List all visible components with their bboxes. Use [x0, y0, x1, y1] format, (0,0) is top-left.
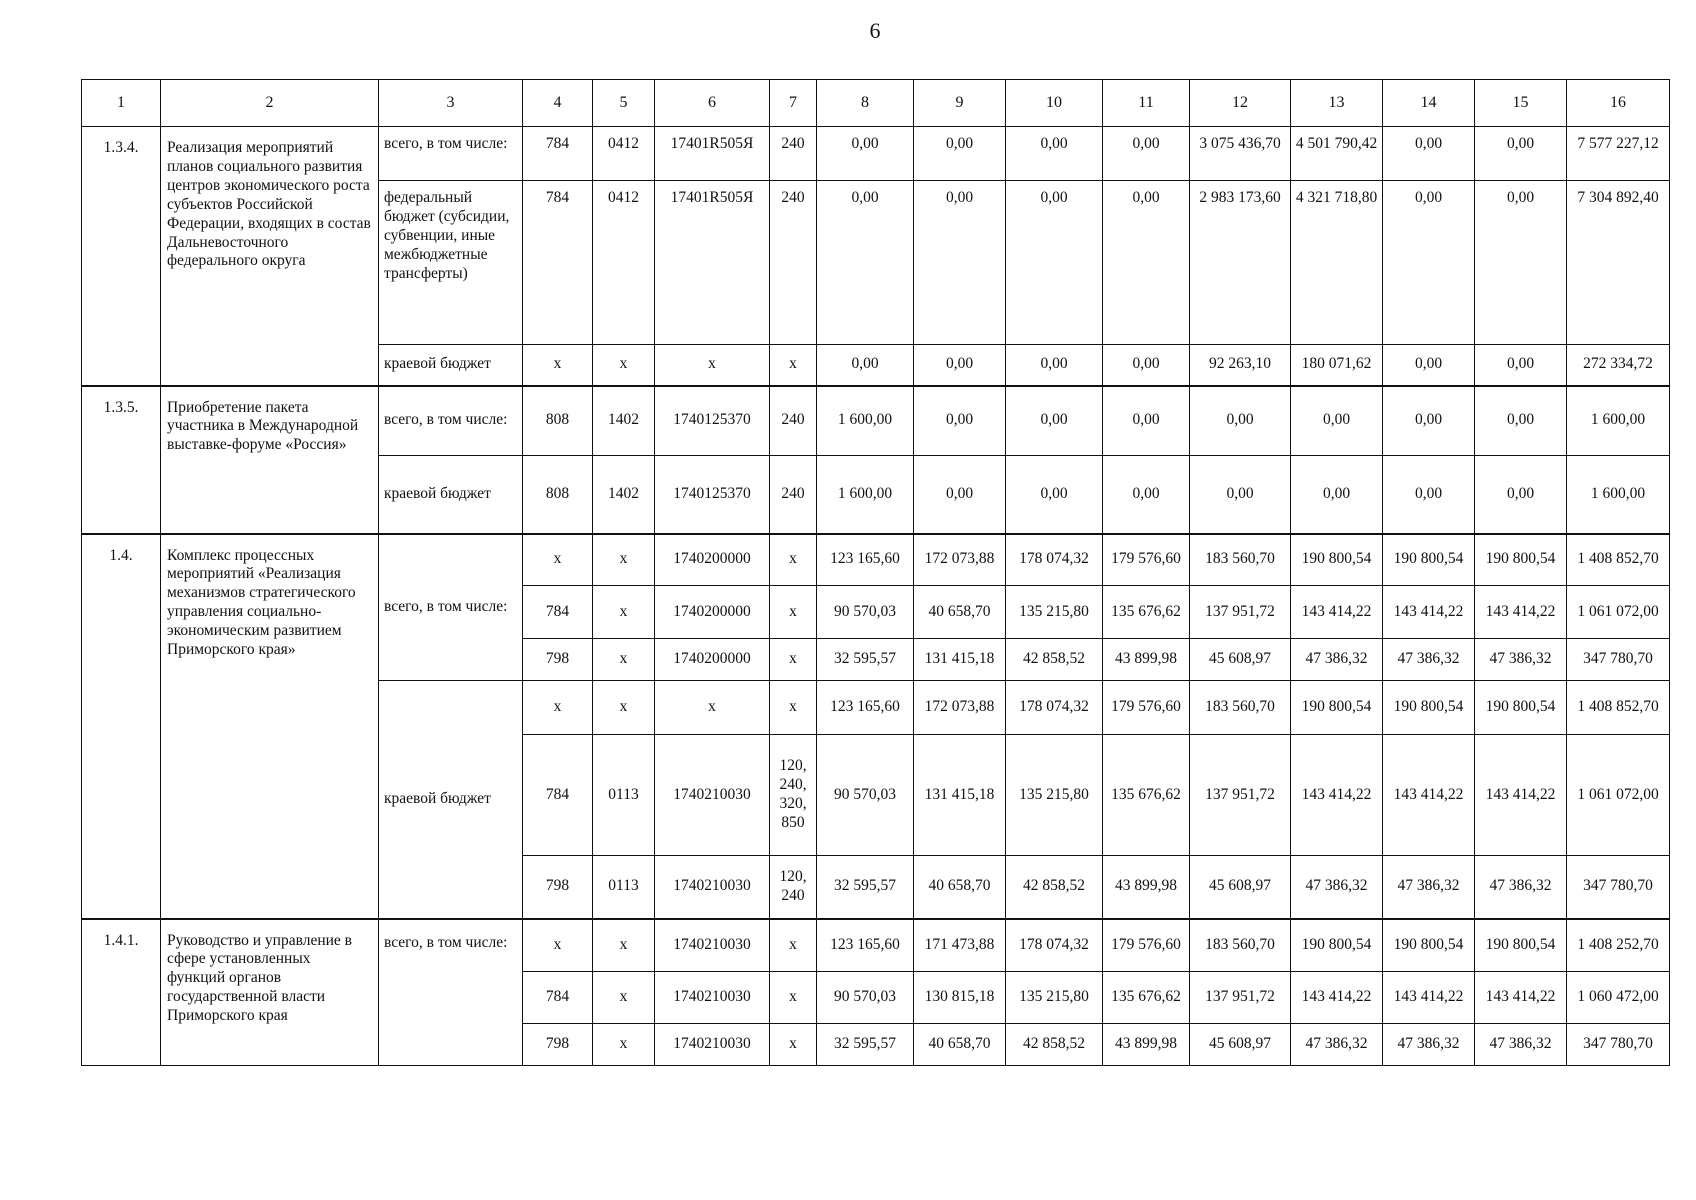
- table-cell: 0412: [593, 181, 655, 345]
- table-cell: 190 800,54: [1475, 681, 1567, 735]
- table-cell: 1 408 252,70: [1567, 919, 1670, 972]
- table-cell: 135 215,80: [1006, 972, 1103, 1024]
- table-cell: 0,00: [1291, 386, 1383, 456]
- table-cell: 0113: [593, 856, 655, 919]
- table-cell: 0,00: [1475, 456, 1567, 534]
- table-cell: 1740125370: [655, 386, 770, 456]
- table-cell: 178 074,32: [1006, 534, 1103, 586]
- table-cell: 143 414,22: [1475, 586, 1567, 639]
- table-cell: 1740210030: [655, 972, 770, 1024]
- table-cell: 240: [770, 386, 817, 456]
- column-header: 5: [593, 80, 655, 127]
- item-number: 1.3.4.: [82, 127, 161, 386]
- table-cell: 784: [523, 181, 593, 345]
- table-cell: 130 815,18: [914, 972, 1006, 1024]
- table-cell: 143 414,22: [1383, 972, 1475, 1024]
- item-number: 1.3.5.: [82, 386, 161, 534]
- table-cell: 137 951,72: [1190, 735, 1291, 856]
- column-header: 10: [1006, 80, 1103, 127]
- table-cell: 179 576,60: [1103, 681, 1190, 735]
- table-cell: 135 676,62: [1103, 972, 1190, 1024]
- table-cell: 4 321 718,80: [1291, 181, 1383, 345]
- table-cell: 347 780,70: [1567, 639, 1670, 681]
- table-cell: х: [593, 345, 655, 386]
- budget-table: [81, 79, 1670, 1066]
- table-cell: 0,00: [1006, 345, 1103, 386]
- column-header: 14: [1383, 80, 1475, 127]
- table-cell: 17401R505Я: [655, 127, 770, 181]
- table-cell: 178 074,32: [1006, 681, 1103, 735]
- table-cell: 0,00: [914, 345, 1006, 386]
- table-cell: 808: [523, 386, 593, 456]
- table-cell: 180 071,62: [1291, 345, 1383, 386]
- table-cell: 1740200000: [655, 534, 770, 586]
- table-cell: 1740210030: [655, 735, 770, 856]
- table-cell: 171 473,88: [914, 919, 1006, 972]
- funding-source: краевой бюджет: [379, 345, 523, 386]
- funding-source: всего, в том числе:: [379, 919, 523, 1066]
- item-number: 1.4.1.: [82, 919, 161, 1066]
- table-cell: 0,00: [1103, 181, 1190, 345]
- table-cell: 190 800,54: [1383, 534, 1475, 586]
- table-cell: 190 800,54: [1291, 534, 1383, 586]
- page-number: 6: [869, 18, 881, 43]
- table-cell: х: [655, 681, 770, 735]
- table-cell: 0,00: [1475, 345, 1567, 386]
- table-cell: х: [593, 534, 655, 586]
- column-header: 12: [1190, 80, 1291, 127]
- item-name: Приобретение пакета участника в Международной выставке-форуме «Россия»: [161, 386, 379, 534]
- table-cell: 143 414,22: [1291, 586, 1383, 639]
- table-cell: 0,00: [1103, 386, 1190, 456]
- column-header: 7: [770, 80, 817, 127]
- funding-source: краевой бюджет: [379, 681, 523, 919]
- table-cell: 784: [523, 127, 593, 181]
- table-cell: 1 061 072,00: [1567, 735, 1670, 856]
- column-header: 2: [161, 80, 379, 127]
- table-cell: 0113: [593, 735, 655, 856]
- table-cell: 190 800,54: [1383, 681, 1475, 735]
- table-cell: 137 951,72: [1190, 586, 1291, 639]
- table-cell: 1740125370: [655, 456, 770, 534]
- table-cell: 347 780,70: [1567, 856, 1670, 919]
- table-cell: 47 386,32: [1291, 1024, 1383, 1066]
- funding-source: всего, в том числе:: [379, 386, 523, 456]
- table-cell: х: [655, 345, 770, 386]
- table-cell: 183 560,70: [1190, 534, 1291, 586]
- table-cell: 47 386,32: [1475, 856, 1567, 919]
- column-header: 6: [655, 80, 770, 127]
- table-cell: 179 576,60: [1103, 919, 1190, 972]
- table-cell: 92 263,10: [1190, 345, 1291, 386]
- table-cell: х: [523, 919, 593, 972]
- table-cell: 17401R505Я: [655, 181, 770, 345]
- table-cell: 137 951,72: [1190, 972, 1291, 1024]
- table-cell: 0412: [593, 127, 655, 181]
- table-cell: 347 780,70: [1567, 1024, 1670, 1066]
- table-cell: 179 576,60: [1103, 534, 1190, 586]
- table-cell: 0,00: [817, 181, 914, 345]
- table-cell: 808: [523, 456, 593, 534]
- table-row: [82, 386, 1670, 456]
- table-row: [82, 919, 1670, 972]
- table-cell: 131 415,18: [914, 639, 1006, 681]
- table-cell: 240: [770, 181, 817, 345]
- table-cell: х: [593, 639, 655, 681]
- table-cell: 43 899,98: [1103, 1024, 1190, 1066]
- table-cell: 143 414,22: [1383, 586, 1475, 639]
- table-cell: 47 386,32: [1291, 639, 1383, 681]
- table-cell: 135 215,80: [1006, 586, 1103, 639]
- table-cell: 143 414,22: [1291, 972, 1383, 1024]
- table-cell: 0,00: [1103, 456, 1190, 534]
- table-cell: 0,00: [1383, 386, 1475, 456]
- table-cell: 45 608,97: [1190, 1024, 1291, 1066]
- table-cell: х: [593, 1024, 655, 1066]
- table-cell: 42 858,52: [1006, 1024, 1103, 1066]
- table-cell: 42 858,52: [1006, 856, 1103, 919]
- table-cell: 784: [523, 972, 593, 1024]
- table-cell: 7 577 227,12: [1567, 127, 1670, 181]
- table-cell: 183 560,70: [1190, 919, 1291, 972]
- table-cell: 784: [523, 586, 593, 639]
- table-cell: 183 560,70: [1190, 681, 1291, 735]
- table-cell: 1 600,00: [1567, 456, 1670, 534]
- table-cell: 0,00: [914, 386, 1006, 456]
- table-cell: 190 800,54: [1291, 681, 1383, 735]
- table-cell: 1740210030: [655, 1024, 770, 1066]
- table-cell: х: [770, 681, 817, 735]
- table-cell: х: [770, 639, 817, 681]
- column-header: 8: [817, 80, 914, 127]
- table-cell: 135 676,62: [1103, 735, 1190, 856]
- table-cell: 42 858,52: [1006, 639, 1103, 681]
- table-cell: 123 165,60: [817, 681, 914, 735]
- item-name: Руководство и управление в сфере установленных функций органов государственной власти Приморского края: [161, 919, 379, 1066]
- table-cell: 123 165,60: [817, 919, 914, 972]
- table-cell: 240: [770, 456, 817, 534]
- table-cell: х: [593, 972, 655, 1024]
- table-cell: 123 165,60: [817, 534, 914, 586]
- table-cell: 143 414,22: [1475, 735, 1567, 856]
- table-cell: 4 501 790,42: [1291, 127, 1383, 181]
- table-cell: 45 608,97: [1190, 856, 1291, 919]
- table-cell: 40 658,70: [914, 586, 1006, 639]
- table-cell: 43 899,98: [1103, 856, 1190, 919]
- table-cell: 784: [523, 735, 593, 856]
- table-cell: 3 075 436,70: [1190, 127, 1291, 181]
- table-cell: 90 570,03: [817, 586, 914, 639]
- table-cell: 1 061 072,00: [1567, 586, 1670, 639]
- column-header: 11: [1103, 80, 1190, 127]
- table-cell: 0,00: [1291, 456, 1383, 534]
- item-number: 1.4.: [82, 534, 161, 919]
- table-cell: 272 334,72: [1567, 345, 1670, 386]
- table-cell: 1402: [593, 456, 655, 534]
- table-cell: 90 570,03: [817, 972, 914, 1024]
- table-cell: 798: [523, 639, 593, 681]
- table-cell: 190 800,54: [1383, 919, 1475, 972]
- table-cell: 32 595,57: [817, 1024, 914, 1066]
- table-cell: 0,00: [914, 127, 1006, 181]
- table-cell: 135 676,62: [1103, 586, 1190, 639]
- table-cell: 0,00: [1383, 181, 1475, 345]
- table-cell: 0,00: [1383, 456, 1475, 534]
- table-cell: 43 899,98: [1103, 639, 1190, 681]
- table-cell: 190 800,54: [1475, 534, 1567, 586]
- table-cell: 47 386,32: [1475, 639, 1567, 681]
- table-cell: 1 060 472,00: [1567, 972, 1670, 1024]
- table-cell: 1 408 852,70: [1567, 534, 1670, 586]
- table-cell: х: [770, 534, 817, 586]
- funding-source: федеральный бюджет (субсидии, субвенции, иные межбюджетные трансферты): [379, 181, 523, 345]
- table-cell: 190 800,54: [1291, 919, 1383, 972]
- table-cell: 0,00: [1475, 127, 1567, 181]
- table-cell: 40 658,70: [914, 1024, 1006, 1066]
- column-header: 4: [523, 80, 593, 127]
- table-cell: 47 386,32: [1383, 639, 1475, 681]
- table-cell: 0,00: [1006, 127, 1103, 181]
- table-cell: 131 415,18: [914, 735, 1006, 856]
- table-cell: 0,00: [914, 456, 1006, 534]
- table-cell: х: [523, 345, 593, 386]
- table-cell: 1740200000: [655, 586, 770, 639]
- table-cell: 1 600,00: [817, 386, 914, 456]
- table-cell: 0,00: [1103, 345, 1190, 386]
- column-header: 16: [1567, 80, 1670, 127]
- table-row: [82, 534, 1670, 586]
- table-cell: 0,00: [914, 181, 1006, 345]
- table-cell: х: [593, 681, 655, 735]
- table-cell: 1740210030: [655, 856, 770, 919]
- table-cell: 0,00: [1475, 181, 1567, 345]
- table-cell: х: [523, 681, 593, 735]
- table-cell: 0,00: [1103, 127, 1190, 181]
- table-cell: х: [770, 586, 817, 639]
- table-cell: 47 386,32: [1291, 856, 1383, 919]
- table-cell: 143 414,22: [1475, 972, 1567, 1024]
- table-cell: 190 800,54: [1475, 919, 1567, 972]
- column-header: 3: [379, 80, 523, 127]
- table-cell: х: [523, 534, 593, 586]
- table-cell: 0,00: [817, 127, 914, 181]
- column-header: 15: [1475, 80, 1567, 127]
- table-cell: 32 595,57: [817, 856, 914, 919]
- table-cell: 135 215,80: [1006, 735, 1103, 856]
- table-cell: 32 595,57: [817, 639, 914, 681]
- table-cell: х: [770, 972, 817, 1024]
- table-cell: 0,00: [1006, 181, 1103, 345]
- table-cell: 178 074,32: [1006, 919, 1103, 972]
- table-cell: 47 386,32: [1383, 856, 1475, 919]
- table-cell: 120, 240, 320, 850: [770, 735, 817, 856]
- table-cell: х: [770, 345, 817, 386]
- table-cell: 0,00: [817, 345, 914, 386]
- table-cell: 1 600,00: [817, 456, 914, 534]
- table-cell: 90 570,03: [817, 735, 914, 856]
- table-cell: 0,00: [1190, 386, 1291, 456]
- table-cell: 798: [523, 1024, 593, 1066]
- table-cell: х: [770, 1024, 817, 1066]
- column-header: 1: [82, 80, 161, 127]
- table-cell: 0,00: [1190, 456, 1291, 534]
- table-cell: 0,00: [1383, 345, 1475, 386]
- table-cell: 2 983 173,60: [1190, 181, 1291, 345]
- table-cell: 47 386,32: [1383, 1024, 1475, 1066]
- item-name: Комплекс процессных мероприятий «Реализация механизмов стратегического управления социально-экономическим развитием Приморского края»: [161, 534, 379, 919]
- table-cell: 172 073,88: [914, 681, 1006, 735]
- table-cell: 7 304 892,40: [1567, 181, 1670, 345]
- table-cell: 47 386,32: [1475, 1024, 1567, 1066]
- table-cell: 240: [770, 127, 817, 181]
- table-cell: 120, 240: [770, 856, 817, 919]
- table-cell: 0,00: [1383, 127, 1475, 181]
- table-cell: 40 658,70: [914, 856, 1006, 919]
- table-cell: 45 608,97: [1190, 639, 1291, 681]
- table-cell: 0,00: [1006, 386, 1103, 456]
- table-cell: 1740200000: [655, 639, 770, 681]
- item-name: Реализация мероприятий планов социального развития центров экономического роста субъектов Российской Федерации, входящих в состав Дальневосточного федерального округа: [161, 127, 379, 386]
- table-cell: 143 414,22: [1291, 735, 1383, 856]
- table-cell: 1 600,00: [1567, 386, 1670, 456]
- column-header: 13: [1291, 80, 1383, 127]
- table-cell: 1740210030: [655, 919, 770, 972]
- funding-source: всего, в том числе:: [379, 534, 523, 681]
- funding-source: всего, в том числе:: [379, 127, 523, 181]
- table-cell: 143 414,22: [1383, 735, 1475, 856]
- table-cell: х: [770, 919, 817, 972]
- table-cell: 1 408 852,70: [1567, 681, 1670, 735]
- funding-source: краевой бюджет: [379, 456, 523, 534]
- table-cell: 0,00: [1006, 456, 1103, 534]
- table-cell: 0,00: [1475, 386, 1567, 456]
- table-cell: 172 073,88: [914, 534, 1006, 586]
- header-row: [82, 80, 1670, 127]
- table-cell: х: [593, 919, 655, 972]
- table-cell: 1402: [593, 386, 655, 456]
- table-cell: х: [593, 586, 655, 639]
- table-row: [82, 127, 1670, 181]
- column-header: 9: [914, 80, 1006, 127]
- table-cell: 798: [523, 856, 593, 919]
